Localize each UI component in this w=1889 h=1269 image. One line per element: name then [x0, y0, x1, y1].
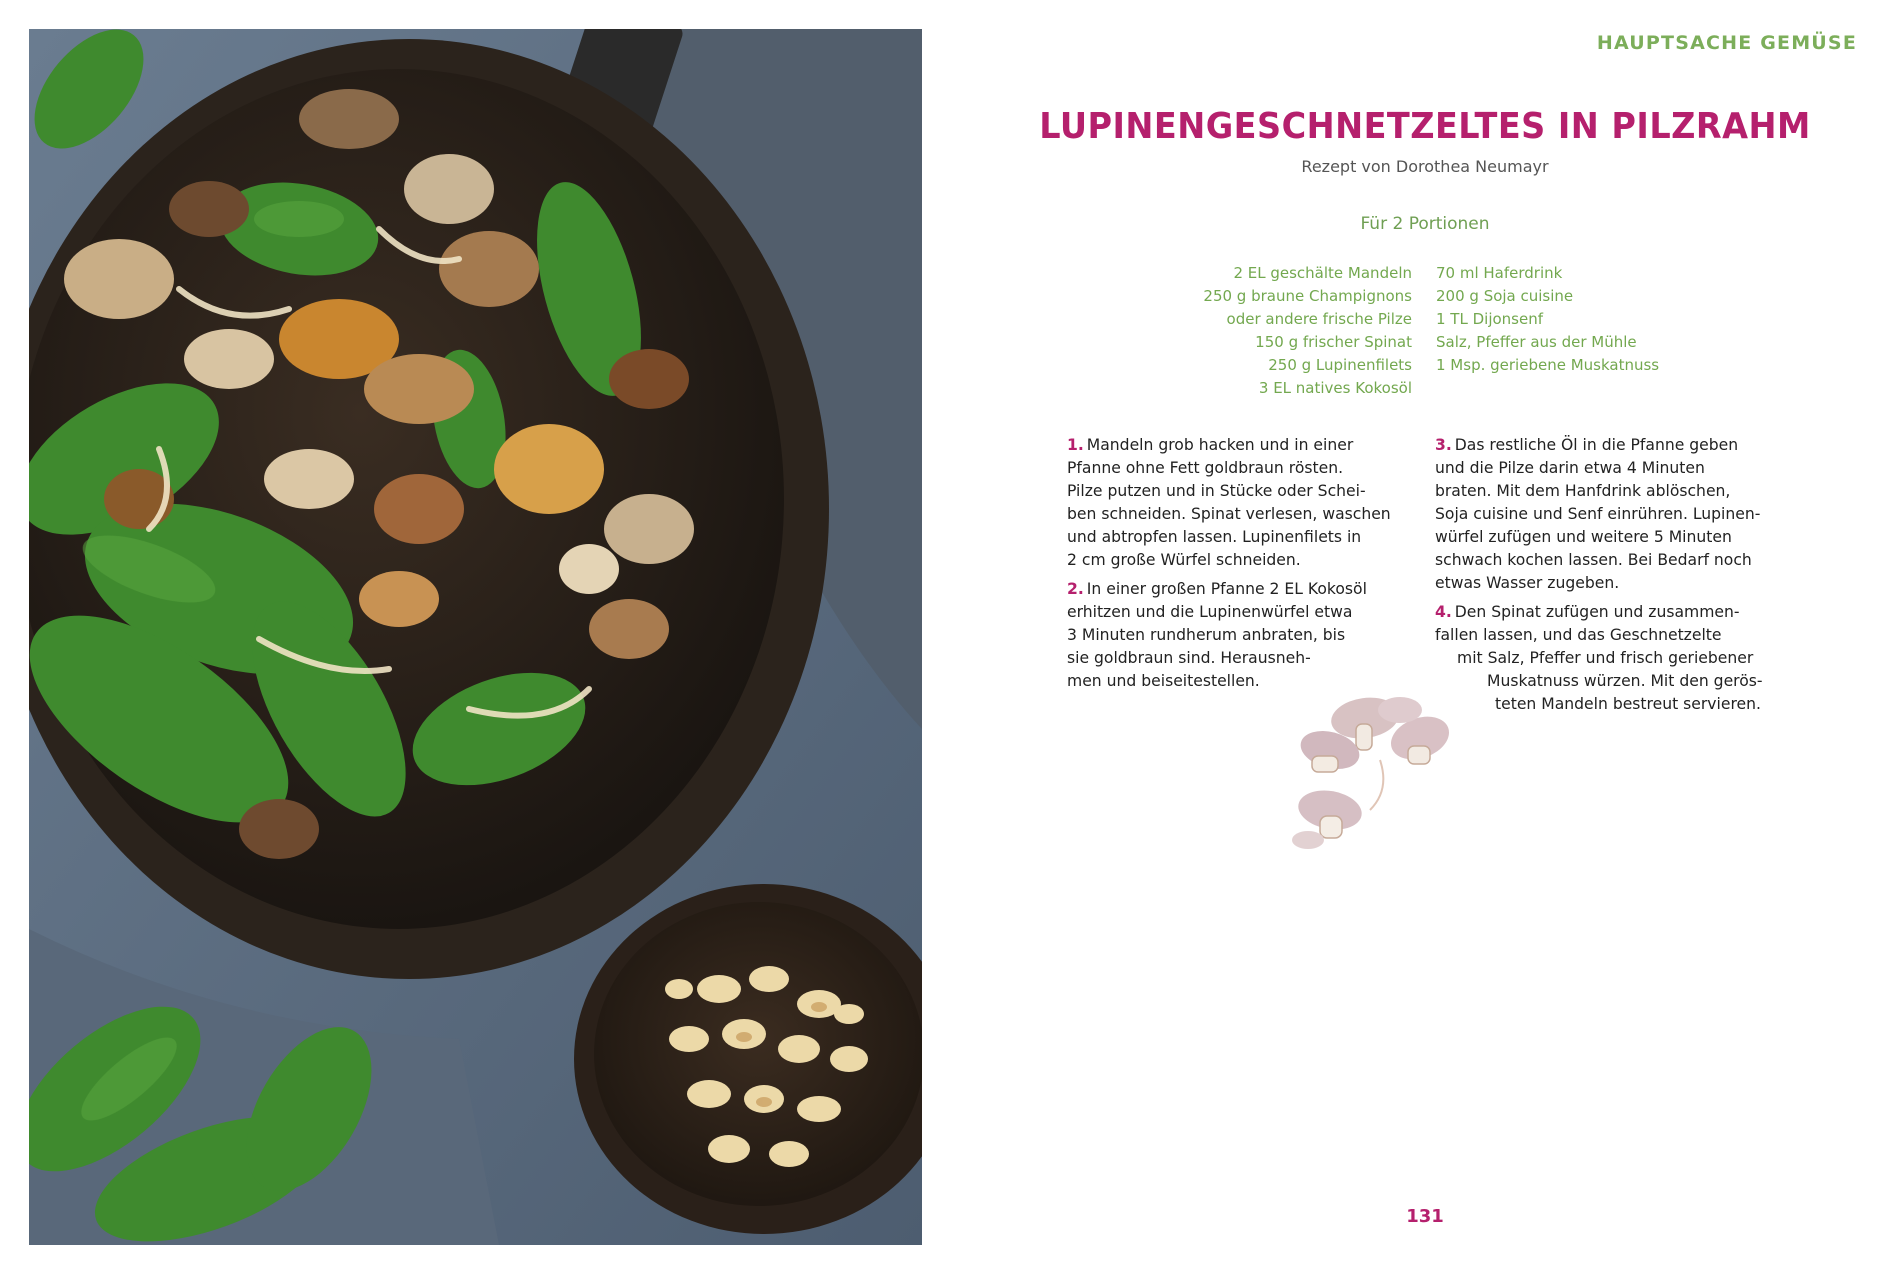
recipe-title: LUPINENGESCHNETZELTES IN PILZRAHM — [1039, 106, 1811, 147]
ingredient-item: Salz, Pfeffer aus der Mühle — [1436, 333, 1637, 351]
step-line: und die Pilze darin etwa 4 Minuten — [1435, 459, 1705, 477]
recipe-byline: Rezept von Dorothea Neumayr — [1301, 157, 1549, 176]
step-number: 1. — [1067, 436, 1084, 454]
chapter-header: HAUPTSACHE GEMÜSE — [1596, 32, 1857, 54]
step-number: 3. — [1435, 436, 1452, 454]
step-line: und abtropfen lassen. Lupinenfilets in — [1067, 528, 1362, 546]
step-text: Mandeln grob hacken und in einer — [1086, 436, 1354, 454]
recipe-photo — [29, 29, 922, 1245]
step-line — [1435, 601, 1780, 624]
steps-column-right — [1435, 434, 1780, 722]
step-line: Pfanne ohne Fett goldbraun rösten. — [1067, 459, 1344, 477]
step-line: sie goldbraun sind. Herausneh- — [1067, 649, 1311, 667]
step-line: men und beiseitestellen. — [1067, 672, 1260, 690]
ingredient-item: 150 g frischer Spinat — [1255, 333, 1412, 351]
ingredient-item: oder andere frische Pilze — [1226, 310, 1412, 328]
ingredient-item: 70 ml Haferdrink — [1436, 264, 1563, 282]
step-line: erhitzen und die Lupinenwürfel etwa — [1067, 603, 1353, 621]
ingredient-item: 2 EL geschälte Mandeln — [1233, 264, 1412, 282]
step-line: schwach kochen lassen. Bei Bedarf noch — [1435, 551, 1752, 569]
step-line: mit Salz, Pfeffer und frisch geriebener — [1457, 649, 1754, 667]
step-line — [1067, 578, 1412, 601]
step-2 — [1067, 578, 1412, 693]
ingredients-right-column — [1436, 262, 1756, 377]
step-line: Pilze putzen und in Stücke oder Schei- — [1067, 482, 1366, 500]
servings-label: Für 2 Portionen — [1360, 214, 1490, 234]
steps-column-left — [1067, 434, 1412, 699]
step-line: 2 cm große Würfel schneiden. — [1067, 551, 1301, 569]
step-text: In einer großen Pfanne 2 EL Kokosöl — [1086, 580, 1367, 598]
ingredient-item: 3 EL natives Kokosöl — [1258, 379, 1412, 397]
step-line: braten. Mit dem Hanfdrink ablöschen, — [1435, 482, 1731, 500]
ingredients-left-column — [1092, 262, 1412, 400]
step-line: teten Mandeln bestreut servieren. — [1495, 695, 1761, 713]
step-line: Muskatnuss würzen. Mit den gerös- — [1487, 672, 1763, 690]
step-3 — [1435, 434, 1780, 595]
step-number: 2. — [1067, 580, 1084, 598]
page-number: 131 — [1406, 1206, 1444, 1227]
step-line: 3 Minuten rundherum anbraten, bis — [1067, 626, 1346, 644]
mushroom-illustration — [1270, 680, 1480, 870]
ingredient-item: 1 Msp. geriebene Muskatnuss — [1436, 356, 1660, 374]
ingredient-item: 250 g braune Champignons — [1203, 287, 1412, 305]
step-line — [1435, 434, 1780, 457]
step-line: würfel zufügen und weitere 5 Minuten — [1435, 528, 1732, 546]
step-line: ben schneiden. Spinat verlesen, waschen — [1067, 505, 1391, 523]
step-line: etwas Wasser zugeben. — [1435, 574, 1620, 592]
step-1 — [1067, 434, 1412, 572]
step-line: Soja cuisine und Senf einrühren. Lupinen- — [1435, 505, 1761, 523]
ingredient-item: 1 TL Dijonsenf — [1436, 310, 1543, 328]
ingredient-item: 250 g Lupinenfilets — [1268, 356, 1412, 374]
step-text: Das restliche Öl in die Pfanne geben — [1454, 436, 1739, 454]
step-line: fallen lassen, und das Geschnetzelte — [1435, 626, 1722, 644]
ingredient-item: 200 g Soja cuisine — [1436, 287, 1574, 305]
step-line — [1067, 434, 1412, 457]
photo-illustration — [29, 29, 922, 1245]
step-text: Den Spinat zufügen und zusammen- — [1454, 603, 1740, 621]
step-4 — [1435, 601, 1780, 716]
step-number: 4. — [1435, 603, 1452, 621]
